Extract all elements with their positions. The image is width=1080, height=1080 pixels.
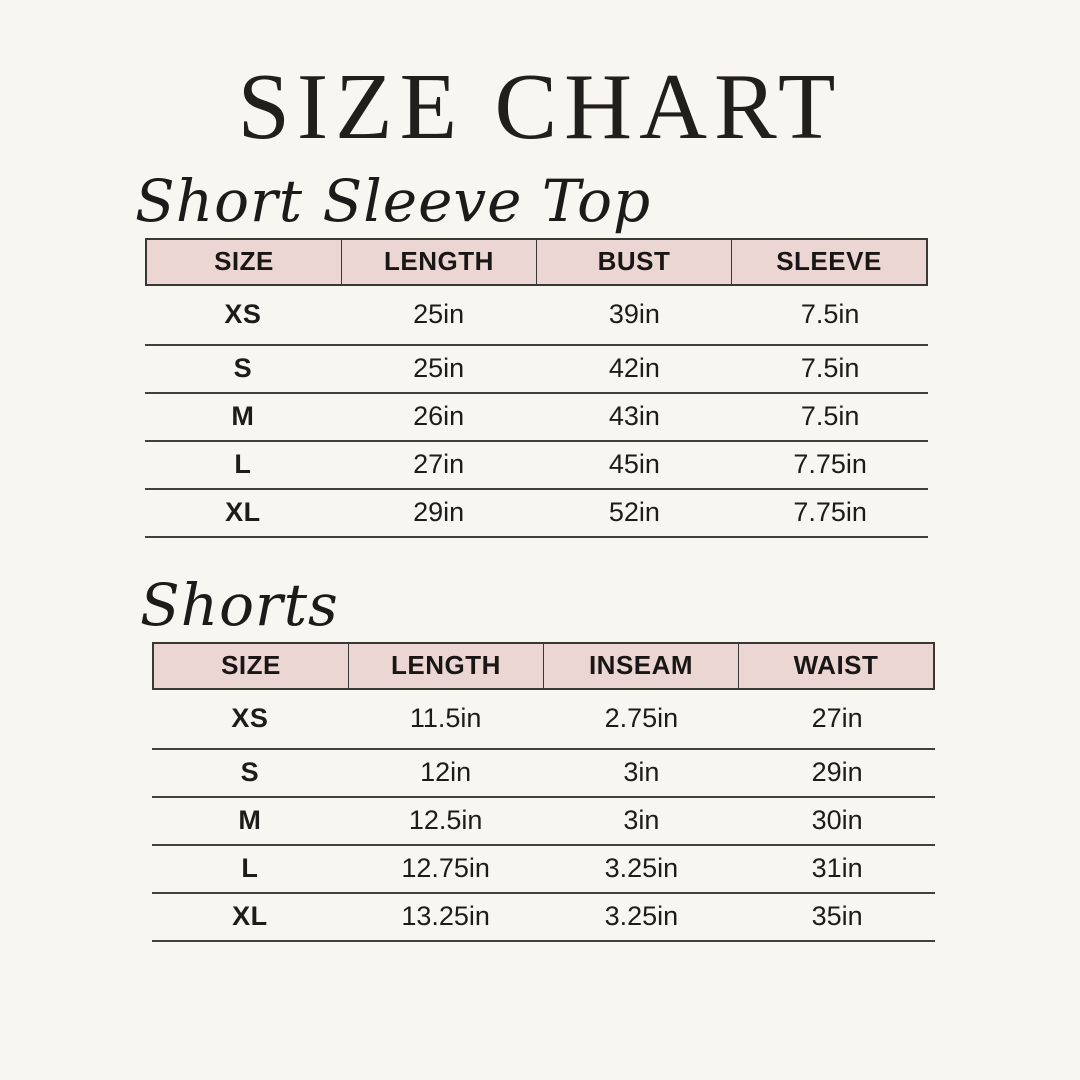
sleeve-cell: 7.75in xyxy=(793,497,867,528)
table-row xyxy=(152,690,935,750)
table-body xyxy=(152,690,935,942)
table-row xyxy=(152,750,935,798)
size-cell: M xyxy=(231,401,255,432)
table-row xyxy=(152,846,935,894)
inseam-cell: 2.75in xyxy=(604,703,679,734)
table-row xyxy=(145,346,928,394)
size-cell: XS xyxy=(224,299,262,330)
column-header-bust: BUST xyxy=(537,240,732,284)
table-row xyxy=(145,442,928,490)
size-cell: S xyxy=(233,353,253,384)
table-header-row xyxy=(145,238,928,286)
length-cell: 12.5in xyxy=(408,805,483,836)
length-cell: 29in xyxy=(413,497,465,528)
bust-cell: 52in xyxy=(608,497,660,528)
waist-cell: 35in xyxy=(811,901,863,932)
length-cell: 27in xyxy=(413,449,465,480)
size-cell: S xyxy=(240,757,260,788)
inseam-cell: 3in xyxy=(623,757,660,788)
length-cell: 13.25in xyxy=(401,901,490,932)
bust-cell: 39in xyxy=(608,299,660,330)
column-header-length: LENGTH xyxy=(342,240,537,284)
sleeve-cell: 7.5in xyxy=(800,353,860,384)
size-cell: M xyxy=(238,805,262,836)
inseam-cell: 3.25in xyxy=(604,853,679,884)
length-cell: 12in xyxy=(420,757,472,788)
bust-cell: 45in xyxy=(608,449,660,480)
bust-cell: 43in xyxy=(608,401,660,432)
size-cell: L xyxy=(234,449,252,480)
section-heading-shorts: Shorts xyxy=(140,570,339,639)
shorts-table xyxy=(152,642,935,942)
short-sleeve-top-table xyxy=(145,238,928,538)
length-cell: 25in xyxy=(413,299,465,330)
length-cell: 25in xyxy=(413,353,465,384)
sleeve-cell: 7.5in xyxy=(800,299,860,330)
column-header-size: SIZE xyxy=(154,644,349,688)
page-title: SIZE CHART xyxy=(237,55,843,159)
column-header-length: LENGTH xyxy=(349,644,544,688)
section-heading-short-sleeve-top: Short Sleeve Top xyxy=(135,167,652,235)
table-row xyxy=(152,798,935,846)
length-cell: 11.5in xyxy=(409,703,482,734)
waist-cell: 30in xyxy=(811,805,863,836)
column-header-size: SIZE xyxy=(147,240,342,284)
inseam-cell: 3.25in xyxy=(604,901,679,932)
length-cell: 26in xyxy=(413,401,465,432)
size-cell: L xyxy=(241,853,259,884)
table-row xyxy=(152,894,935,942)
size-cell: XS xyxy=(231,703,269,734)
inseam-cell: 3in xyxy=(623,805,660,836)
size-cell: XL xyxy=(225,497,261,528)
table-row xyxy=(145,394,928,442)
bust-cell: 42in xyxy=(608,353,660,384)
waist-cell: 29in xyxy=(811,757,863,788)
table-row xyxy=(145,286,928,346)
sleeve-cell: 7.5in xyxy=(800,401,860,432)
waist-cell: 27in xyxy=(811,703,863,734)
table-body xyxy=(145,286,928,538)
table-row xyxy=(145,490,928,538)
column-header-inseam: INSEAM xyxy=(544,644,739,688)
table-header-row xyxy=(152,642,935,690)
waist-cell: 31in xyxy=(811,853,863,884)
column-header-sleeve: SLEEVE xyxy=(776,246,882,277)
size-cell: XL xyxy=(232,901,268,932)
column-header-waist: WAIST xyxy=(793,650,879,681)
length-cell: 12.75in xyxy=(401,853,490,884)
sleeve-cell: 7.75in xyxy=(793,449,867,480)
